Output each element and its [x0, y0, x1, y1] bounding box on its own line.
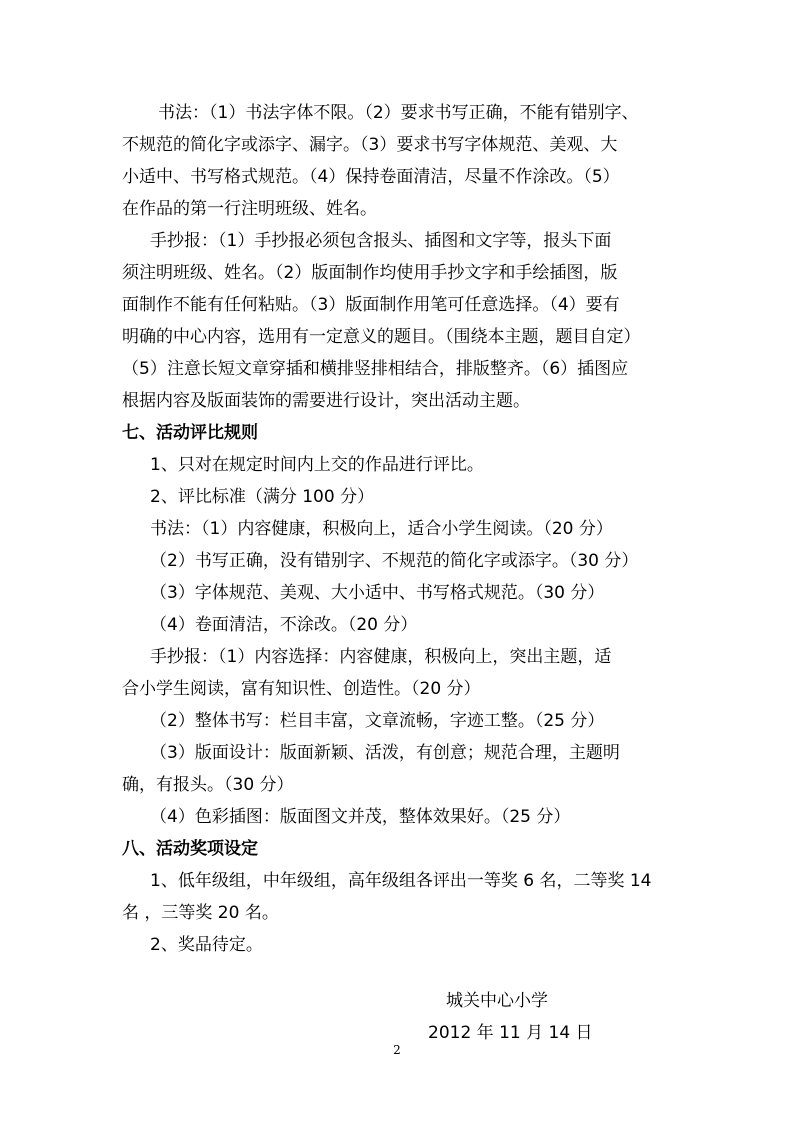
- signature-organization: 城关中心小学: [446, 991, 548, 1011]
- rule-item: 1、只对在规定时间内上交的作品进行评比。: [150, 455, 484, 475]
- paragraph-line: （5）注意长短文章穿插和横排竖排相结合，排版整齐。（6）插图应: [122, 359, 629, 379]
- criteria-line: （4）色彩插图：版面图文并茂，整体效果好。（25 分）: [150, 807, 571, 827]
- paragraph-line: 书法：（1）书法字体不限。（2）要求书写正确，不能有错别字、: [158, 103, 639, 123]
- criteria-line: （2）整体书写：栏目丰富，文章流畅，字迹工整。（25 分）: [150, 711, 605, 731]
- paragraph-line: 小适中、书写格式规范。（4）保持卷面清洁，尽量不作涂改。（5）: [122, 167, 620, 187]
- paragraph-line: 手抄报：（1）手抄报必须包含报头、插图和文字等，报头下面: [150, 231, 612, 251]
- page-number: 2: [393, 1043, 401, 1057]
- paragraph-line: 明确的中心内容，选用有一定意义的题目。（围绕本主题，题目自定）: [122, 327, 641, 347]
- paragraph-line: 面制作不能有任何粘贴。（3）版面制作用笔可任意选择。（4）要有: [122, 295, 620, 315]
- criteria-line: （3）版面设计：版面新颖、活泼，有创意；规范合理，主题明: [150, 743, 620, 763]
- criteria-line: （4）卷面清洁，不涂改。（20 分）: [150, 615, 418, 635]
- criteria-line: （3）字体规范、美观、大小适中、书写格式规范。（30 分）: [150, 583, 605, 603]
- award-item: 1、低年级组，中年级组，高年级组各评出一等奖 6 名，二等奖 14: [150, 871, 652, 891]
- criteria-line: 合小学生阅读，富有知识性、创造性。（20 分）: [122, 679, 481, 699]
- section-heading-7: 七、活动评比规则: [122, 423, 258, 443]
- rule-item: 2、评比标准（满分 100 分）: [150, 487, 375, 507]
- criteria-line: （2）书写正确，没有错别字、不规范的简化字或添字。（30 分）: [150, 551, 639, 571]
- paragraph-line: 不规范的简化字或添字、漏字。（3）要求书写字体规范、美观、大: [122, 135, 618, 155]
- award-item: 名 ，三等奖 20 名。: [122, 903, 279, 923]
- paragraph-line: 根据内容及版面装饰的需要进行设计，突出活动主题。: [122, 391, 530, 411]
- award-item: 2、奖品待定。: [150, 935, 263, 955]
- criteria-line: 手抄报：（1）内容选择：内容健康，积极向上，突出主题，适: [150, 647, 612, 667]
- criteria-line: 确，有报头。（30 分）: [122, 775, 294, 795]
- paragraph-line: 在作品的第一行注明班级、姓名。: [122, 199, 377, 219]
- section-heading-8: 八、活动奖项设定: [122, 839, 258, 859]
- criteria-line: 书法：（1）内容健康，积极向上，适合小学生阅读。（20 分）: [150, 519, 613, 539]
- paragraph-line: 须注明班级、姓名。（2）版面制作均使用手抄文字和手绘插图，版: [122, 263, 618, 283]
- signature-date: 2012 年 11 月 14 日: [428, 1023, 593, 1043]
